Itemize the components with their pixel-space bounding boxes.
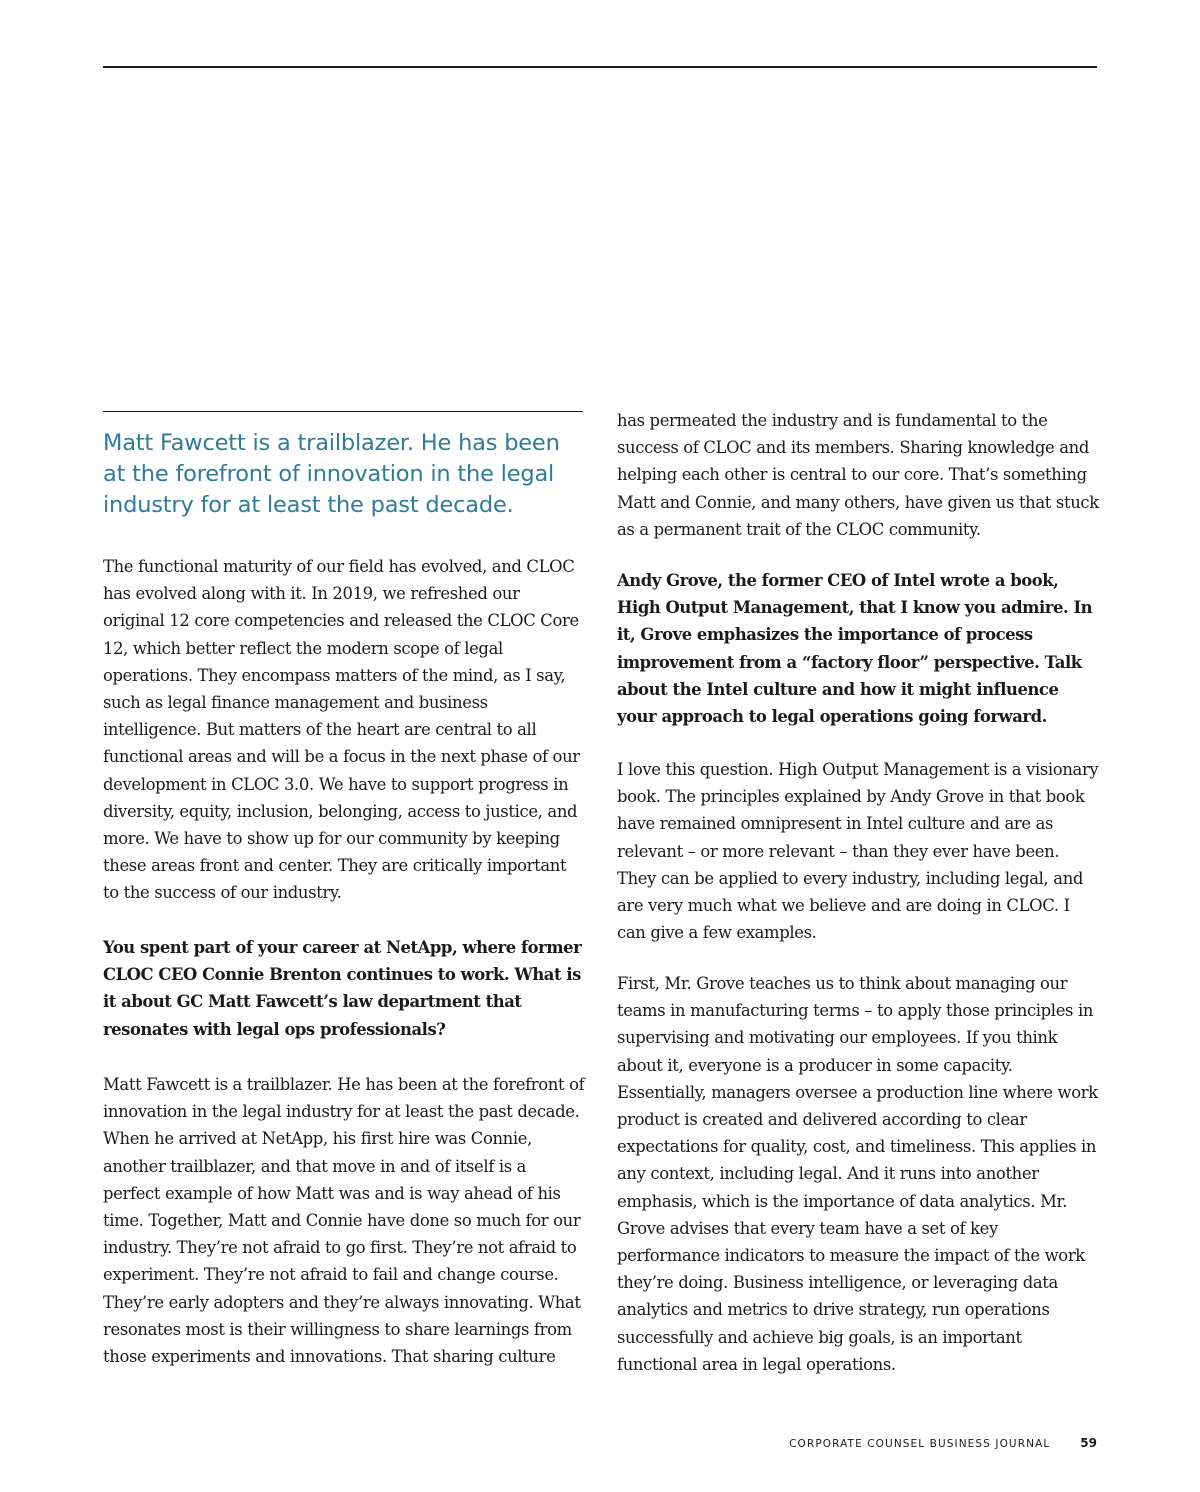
- pull-quote: Matt Fawcett is a trailblazer. He has been at the forefront of innovation in the legal industry for at least the past decade.: [103, 430, 560, 518]
- right-paragraph-3: First, Mr. Grove teaches us to think about managing our teams in manufacturing terms – to apply those principles in supervising and motivating our employees. If you think about it, everyone is a producer in some capacity. Essentially, managers oversee a production line where work product is created and delivered according to clear expectations for quality, cost, and timeliness. This applies in any context, including legal. And it runs into another emphasis, which is the importance of data analytics. Mr. Grove advises that every team have a set of key performance indicators to measure the impact of the work they’re doing. Business intelligence, or leveraging data analytics and metrics to drive strategy, run operations successfully and achieve big goals, is an important functional area in legal operations.: [617, 974, 1098, 1374]
- page-footer: [789, 1436, 1097, 1450]
- interview-question-2: Andy Grove, the former CEO of Intel wrote a book, High Output Management, that I know you admire. In it, Grove emphasizes the importance of process improvement from a “factory floor” perspective. Talk about the Intel culture and how it might influence your approach to legal operations going forward.: [617, 571, 1093, 727]
- right-paragraph-1: has permeated the industry and is fundamental to the success of CLOC and its members. Sharing knowledge and helping each other is central to our core. That’s something Matt and Connie, and many others, have given us that stuck as a permanent trait of the CLOC community.: [617, 411, 1099, 539]
- top-rule: [103, 66, 1097, 68]
- left-paragraph-2: Matt Fawcett is a trailblazer. He has been at the forefront of innovation in the legal industry for at least the past decade. When he arrived at NetApp, his first hire was Connie, another trailblazer, and that move in and of itself is a perfect example of how Matt was and is way ahead of his time. Together, Matt and Connie have done so much for our industry. They’re not afraid to go first. They’re not afraid to experiment. They’re not afraid to fail and change course. They’re early adopters and they’re always innovating. What resonates most is their willingness to share learnings from those experiments and innovations. That sharing culture: [103, 1075, 585, 1367]
- right-paragraph-2: I love this question. High Output Management is a visionary book. The principles explained by Andy Grove in that book have remained omnipresent in Intel culture and are as relevant – or more relevant – than they ever have been. They can be applied to every industry, including legal, and are very much what we believe and are doing in CLOC. I can give a few examples.: [617, 760, 1099, 943]
- pull-quote-rule: [103, 411, 583, 412]
- interview-question-1: You spent part of your career at NetApp, where former CLOC CEO Connie Brenton continues to work. What is it about GC Matt Fawcett’s law department that resonates with legal ops professionals?: [103, 938, 582, 1039]
- page-number: 59: [1080, 1436, 1097, 1450]
- left-paragraph-1: The functional maturity of our field has evolved, and CLOC has evolved along with it. In 2019, we refreshed our original 12 core competencies and released the CLOC Core 12, which better reflect the modern scope of legal operations. They encompass matters of the mind, as I say, such as legal finance management and business intelligence. But matters of the heart are central to all functional areas and will be a focus in the next phase of our development in CLOC 3.0. We have to support progress in diversity, equity, inclusion, belonging, access to justice, and more. We have to show up for our community by keeping these areas front and center. They are critically important to the success of our industry.: [103, 557, 580, 903]
- footer-journal-name: CORPORATE COUNSEL BUSINESS JOURNAL: [789, 1438, 1051, 1450]
